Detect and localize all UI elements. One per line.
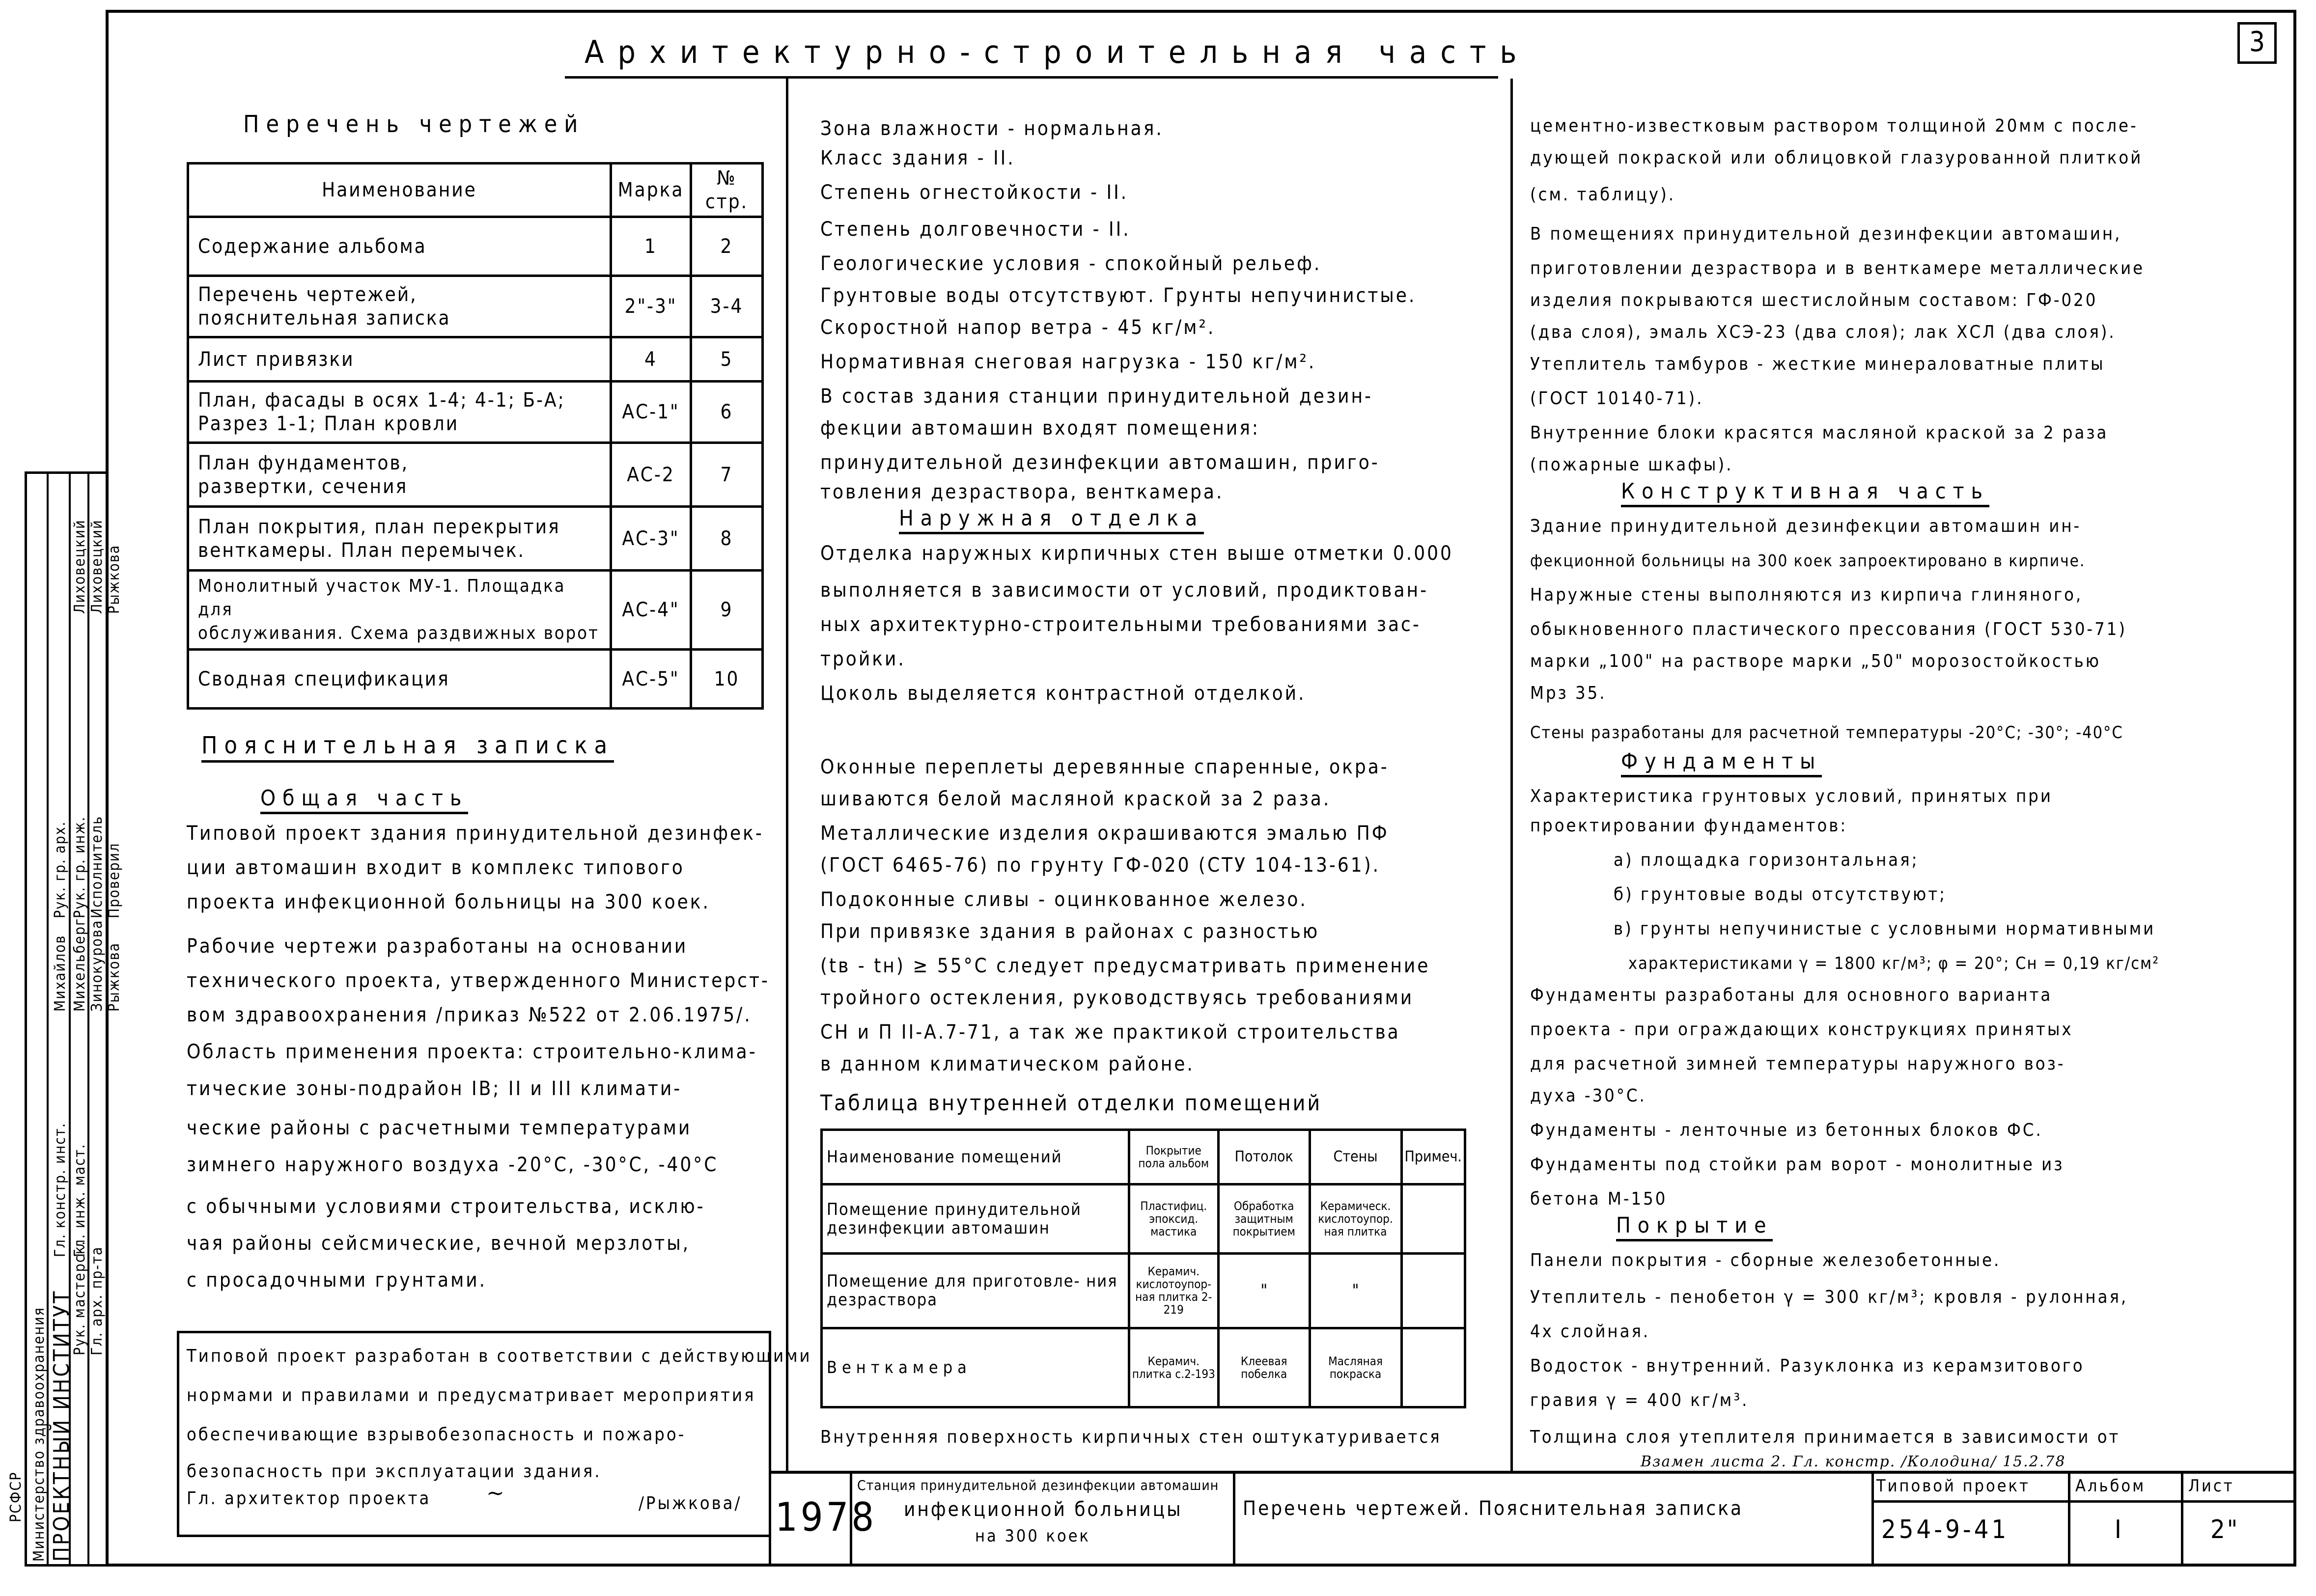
note-line: Типовой проект разработан в соответствии с действующими: [187, 1346, 812, 1366]
chief-architect-name: /Рыжкова/: [639, 1493, 742, 1513]
corner-sheet-number: 3: [2237, 22, 2277, 64]
row-name: План фундаментов, развертки, сечения: [188, 443, 611, 507]
side-name: Рыжкова: [106, 942, 123, 1012]
param-line: фекции автомашин входят помещения:: [820, 417, 1260, 440]
row-name: Сводная спецификация: [188, 650, 611, 709]
finish-floor: Керамич. плитка с.2-193: [1129, 1328, 1218, 1407]
table-row: [188, 217, 763, 276]
finish-ceiling: Обработка защитным покрытием: [1218, 1184, 1310, 1253]
column-divider-2: [1510, 79, 1513, 1471]
roof-line: Утеплитель - пенобетон γ = 300 кг/м³; кровля - рулонная,: [1530, 1287, 2128, 1307]
roof-line: Толщина слоя утеплителя принимается в зависимости от: [1530, 1427, 2121, 1447]
exterior-heading: Наружная отделка: [899, 506, 1204, 534]
param-line: Нормативная снеговая нагрузка - 150 кг/м².: [820, 351, 1316, 373]
finish-walls: Керамическ. кислотоупор. ная плитка: [1310, 1184, 1401, 1253]
chief-architect-role: Гл. архитектор проекта: [187, 1488, 431, 1509]
param-line: Зона влажности - нормальная.: [820, 117, 1164, 140]
stamp-project-name: Станция принудительной дезинфекции автомашин: [857, 1477, 1219, 1493]
right-line: цементно-известковым раствором толщиной 20мм с после-: [1530, 116, 2138, 136]
windows-line: При привязке здания в районах с разностью: [820, 920, 1320, 943]
stamp-typical-project-label: Типовой проект: [1876, 1476, 2030, 1496]
stamp-divider: [1871, 1500, 2296, 1503]
row-name: Монолитный участок МУ-1. Площадка для обслуживания. Схема раздвижных ворот: [188, 571, 611, 650]
right-line: (ГОСТ 10140-71).: [1530, 388, 1704, 409]
foundations-line: Фундаменты разработаны для основного варианта: [1530, 985, 2053, 1005]
side-panel-divider: [87, 471, 89, 1567]
general-line: ции автомашин входит в комплекс типового: [187, 856, 685, 879]
stamp-divider: [769, 1471, 771, 1567]
constructive-line: Здание принудительной дезинфекции автомашин ин-: [1530, 516, 2082, 536]
foundations-line: проектировании фундаментов:: [1530, 816, 1848, 836]
exterior-line: Отделка наружных кирпичных стен выше отметки 0.000: [820, 542, 1453, 565]
finish-room: Венткамера: [822, 1328, 1129, 1407]
foundations-line: проекта - при ограждающих конструкциях принятых: [1530, 1019, 2073, 1040]
exterior-line: тройки.: [820, 648, 906, 670]
foundations-line: б) грунтовые воды отсутствуют;: [1614, 884, 1947, 905]
row-mark: АС-4": [611, 571, 691, 650]
exterior-line: Цоколь выделяется контрастной отделкой.: [820, 682, 1306, 705]
row-name: План, фасады в осях 1-4; 4-1; Б-А; Разрез 1-1; План кровли: [188, 382, 611, 443]
row-page: 7: [691, 443, 763, 507]
param-line: принудительной дезинфекции автомашин, приго-: [820, 451, 1380, 474]
foundations-line: а) площадка горизонтальная;: [1614, 850, 1919, 870]
general-part-heading: Общая часть: [260, 786, 468, 814]
constructive-heading: Конструктивная часть: [1621, 479, 1989, 507]
foundations-heading: Фундаменты: [1621, 749, 1822, 777]
drawings-table-header: [188, 164, 763, 217]
finish-walls: ": [1310, 1254, 1401, 1328]
row-name: Содержание альбома: [188, 217, 611, 276]
row-name: План покрытия, план перекрытия венткамеры. План перемычек.: [188, 507, 611, 571]
header-note: Примеч.: [1401, 1130, 1465, 1184]
constructive-line: Мрз 35.: [1530, 683, 1607, 703]
header-name: Наименование: [188, 164, 611, 217]
finish-table-heading: Таблица внутренней отделки помещений: [820, 1091, 1322, 1116]
roof-heading: Покрытие: [1616, 1213, 1773, 1241]
finish-room: Помещение для приготовле- ния дезраствора: [822, 1254, 1129, 1328]
param-line: Степень долговечности - II.: [820, 218, 1131, 241]
drawings-table: [187, 162, 764, 710]
table-row: [188, 650, 763, 709]
right-line: (два слоя), эмаль ХСЭ-23 (два слоя); лак ХСЛ (два слоя).: [1530, 322, 2116, 342]
side-role: Гл. констр. инст.: [52, 1122, 69, 1257]
finish-note: [1401, 1184, 1465, 1253]
row-mark: АС-3": [611, 507, 691, 571]
windows-line: тройного остекления, руководствуясь требованиями: [820, 987, 1414, 1009]
row-page: 8: [691, 507, 763, 571]
header-page: № стр.: [691, 164, 763, 217]
row-page: 6: [691, 382, 763, 443]
general-line: тические зоны-подрайон IВ; II и III климати-: [187, 1077, 682, 1100]
row-name: Лист привязки: [188, 337, 611, 382]
side-name: Лиховецкий: [88, 519, 106, 614]
table-row: [188, 382, 763, 443]
table-row: [822, 1184, 1465, 1253]
side-name: Лиховецкий: [71, 519, 88, 614]
table-row: [822, 1328, 1465, 1407]
stamp-sheet-label: Лист: [2188, 1476, 2234, 1496]
stamp-sheet-title: Перечень чертежей. Пояснительная записка: [1243, 1497, 1744, 1520]
note-line: безопасность при эксплуатации здания.: [187, 1461, 602, 1482]
right-line: (см. таблицу).: [1530, 185, 1675, 205]
constructive-line: фекционной больницы на 300 коек запроектировано в кирпиче.: [1530, 551, 2086, 570]
side-role: Рук. гр. арх.: [52, 821, 69, 918]
row-page: 3-4: [691, 276, 763, 337]
main-title: Архитектурно-строительная часть: [585, 34, 1531, 71]
row-mark: 4: [611, 337, 691, 382]
stamp-divider: [2068, 1471, 2070, 1567]
param-line: Класс здания - II.: [820, 147, 1015, 169]
general-line: с обычными условиями строительства, исклю-: [187, 1195, 705, 1218]
foundations-line: характеристиками γ = 1800 кг/м³; φ = 20°; Сн = 0,19 кг/см²: [1628, 954, 2160, 973]
side-institute: ПРОЕКТНЫЙ ИНСТИТУТ: [49, 1289, 74, 1562]
windows-line: Металлические изделия окрашиваются эмалью ПФ: [820, 822, 1389, 845]
table-row: [822, 1254, 1465, 1328]
general-line: зимнего наружного воздуха -20°С, -30°С, -40°С: [187, 1154, 719, 1176]
windows-line: СН и П II-А.7-71, а так же практикой строительства: [820, 1021, 1400, 1044]
roof-line: гравия γ = 400 кг/м³.: [1530, 1390, 1749, 1410]
column-divider-1: [786, 79, 788, 1471]
param-line: Скоростной напор ветра - 45 кг/м².: [820, 316, 1216, 339]
foundations-line: духа -30°С.: [1530, 1086, 1646, 1106]
row-mark: 2"-3": [611, 276, 691, 337]
param-line: товления дезраствора, венткамера.: [820, 481, 1224, 503]
row-name: Перечень чертежей, пояснительная записка: [188, 276, 611, 337]
right-line: изделия покрываются шестислойным составом: ГФ-020: [1530, 290, 2098, 310]
header-walls: Стены: [1310, 1130, 1401, 1184]
table-row: [188, 276, 763, 337]
foundations-line: для расчетной зимней температуры наружного воз-: [1530, 1054, 2065, 1074]
finish-room: Помещение принудительной дезинфекции автомашин: [822, 1184, 1129, 1253]
param-line: Грунтовые воды отсутствуют. Грунты непучинистые.: [820, 284, 1417, 307]
row-page: 5: [691, 337, 763, 382]
side-rsfsr: РСФСР: [7, 1471, 25, 1522]
param-line: В состав здания станции принудительной дезин-: [820, 385, 1373, 408]
right-line: приготовлении дезраствора и в венткамере металлические: [1530, 258, 2145, 278]
table-row: [188, 443, 763, 507]
table-row: [188, 571, 763, 650]
windows-line: шиваются белой масляной краской за 2 раза.: [820, 788, 1331, 810]
constructive-line: Стены разработаны для расчетной температуры -20°С; -30°; -40°С: [1530, 723, 2123, 743]
windows-line: Оконные переплеты деревянные спаренные, окра-: [820, 756, 1389, 778]
stamp-sheet-value: 2": [2210, 1515, 2240, 1544]
replacement-note: Взамен листа 2. Гл. констр. /Колодина/ 15.2.78: [1641, 1453, 2066, 1470]
side-role: Проверил: [106, 842, 123, 918]
side-name: Рыжкова: [106, 544, 123, 614]
foundations-line: бетона М-150: [1530, 1189, 1668, 1209]
right-line: дующей покраской или облицовкой глазурованной плиткой: [1530, 148, 2143, 168]
chief-architect-signature: ~: [486, 1481, 504, 1506]
general-line: ческие районы с расчетными температурами: [187, 1117, 692, 1139]
general-line: вом здравоохранения /приказ №522 от 2.06.1975/.: [187, 1004, 752, 1026]
side-ministry: Министерство здравоохранения: [30, 1307, 48, 1562]
stamp-beds: на 300 коек: [975, 1526, 1091, 1546]
general-line: технического проекта, утвержденного Министерст-: [187, 969, 770, 992]
side-role: Гл. инж. маст.: [71, 1143, 88, 1257]
main-title-underline: [565, 76, 1498, 79]
side-role: Рук. гр. инж.: [71, 816, 88, 918]
param-line: Геологические условия - спокойный рельеф.: [820, 252, 1322, 275]
right-line: В помещениях принудительной дезинфекции автомашин,: [1530, 224, 2122, 244]
plaster-line: Внутренняя поверхность кирпичных стен оштукатуривается: [820, 1427, 1442, 1447]
explanatory-heading: Пояснительная записка: [201, 732, 614, 763]
foundations-line: Характеристика грунтовых условий, принятых при: [1530, 786, 2053, 806]
constructive-line: Наружные стены выполняются из кирпича глиняного,: [1530, 585, 2083, 605]
side-role: Гл. арх. пр-та: [88, 1246, 106, 1355]
right-line: Утеплитель тамбуров - жесткие минераловатные плиты: [1530, 354, 2105, 374]
finish-note: [1401, 1254, 1465, 1328]
roof-line: 4х слойная.: [1530, 1321, 1650, 1342]
windows-line: (tв - tн) ≥ 55°С следует предусматривать применение: [820, 955, 1430, 977]
interior-finish-table: [820, 1128, 1466, 1408]
row-mark: АС-1": [611, 382, 691, 443]
finish-ceiling: Клеевая побелка: [1218, 1328, 1310, 1407]
drawings-heading: Перечень чертежей: [243, 110, 585, 138]
right-line: (пожарные шкафы).: [1530, 455, 1733, 475]
foundations-line: в) грунты непучинистые с условными нормативными: [1614, 919, 2156, 939]
side-name: Зинокурова: [88, 919, 106, 1012]
table-row: [188, 337, 763, 382]
finish-floor: Пластифиц. эпоксид. мастика: [1129, 1184, 1218, 1253]
header-rooms: Наименование помещений: [822, 1130, 1129, 1184]
table-row: [188, 507, 763, 571]
finish-ceiling: ": [1218, 1254, 1310, 1328]
stamp-typical-project-value: 254-9-41: [1881, 1515, 2009, 1544]
general-line: Область применения проекта: строительно-клима-: [187, 1041, 757, 1063]
row-mark: АС-5": [611, 650, 691, 709]
side-name: Михельберг: [71, 917, 88, 1012]
stamp-divider: [1233, 1471, 1235, 1567]
finish-floor: Керамич. кислотоупор- ная плитка 2-219: [1129, 1254, 1218, 1328]
general-line: Типовой проект здания принудительной дезинфек-: [187, 822, 764, 845]
foundations-line: Фундаменты под стойки рам ворот - монолитные из: [1530, 1155, 2065, 1175]
stamp-divider: [1871, 1471, 1874, 1567]
constructive-line: марки „100" на растворе марки „50" морозостойкостью: [1530, 651, 2101, 671]
windows-line: Подоконные сливы - оцинкованное железо.: [820, 888, 1308, 911]
right-line: Внутренние блоки красятся масляной краской за 2 раза: [1530, 423, 2109, 443]
row-page: 2: [691, 217, 763, 276]
windows-line: в данном климатическом районе.: [820, 1053, 1195, 1075]
row-page: 9: [691, 571, 763, 650]
windows-line: (ГОСТ 6465-76) по грунту ГФ-020 (СТУ 104-13-61).: [820, 854, 1381, 877]
note-line: обеспечивающие взрывобезопасность и пожаро-: [187, 1425, 686, 1445]
stamp-year: 1978: [775, 1494, 877, 1540]
header-floor: Покрытие пола альбом: [1129, 1130, 1218, 1184]
note-line: нормами и правилами и предусматривает мероприятия: [187, 1385, 756, 1405]
side-role: Рук. мастерск.: [71, 1240, 88, 1355]
row-page: 10: [691, 650, 763, 709]
general-line: Рабочие чертежи разработаны на основании: [187, 935, 688, 958]
header-mark: Марка: [611, 164, 691, 217]
finish-note: [1401, 1328, 1465, 1407]
row-mark: АС-2: [611, 443, 691, 507]
general-line: с просадочными грунтами.: [187, 1269, 487, 1292]
constructive-line: обыкновенного пластического прессования (ГОСТ 530-71): [1530, 619, 2127, 639]
roof-line: Панели покрытия - сборные железобетонные.: [1530, 1250, 2001, 1270]
side-role: Исполнитель: [88, 815, 106, 918]
roof-line: Водосток - внутренний. Разуклонка из керамзитового: [1530, 1356, 2085, 1376]
side-name: Михайлов: [52, 935, 69, 1012]
stamp-hospital: инфекционной больницы: [904, 1498, 1183, 1521]
stamp-divider: [2181, 1471, 2183, 1567]
param-line: Степень огнестойкости - II.: [820, 181, 1129, 204]
row-mark: 1: [611, 217, 691, 276]
foundations-line: Фундаменты - ленточные из бетонных блоков ФС.: [1530, 1120, 2043, 1140]
exterior-line: ных архитектурно-строительными требованиями зас-: [820, 613, 1421, 636]
general-line: чая районы сейсмические, вечной мерзлоты,: [187, 1232, 691, 1255]
stamp-album-value: I: [2115, 1515, 2123, 1544]
general-line: проекта инфекционной больницы на 300 коек.: [187, 891, 710, 913]
stamp-album-label: Альбом: [2075, 1476, 2146, 1496]
finish-table-header: [822, 1130, 1465, 1184]
finish-walls: Масляная покраска: [1310, 1328, 1401, 1407]
exterior-line: выполняется в зависимости от условий, продиктован-: [820, 579, 1429, 602]
header-ceiling: Потолок: [1218, 1130, 1310, 1184]
